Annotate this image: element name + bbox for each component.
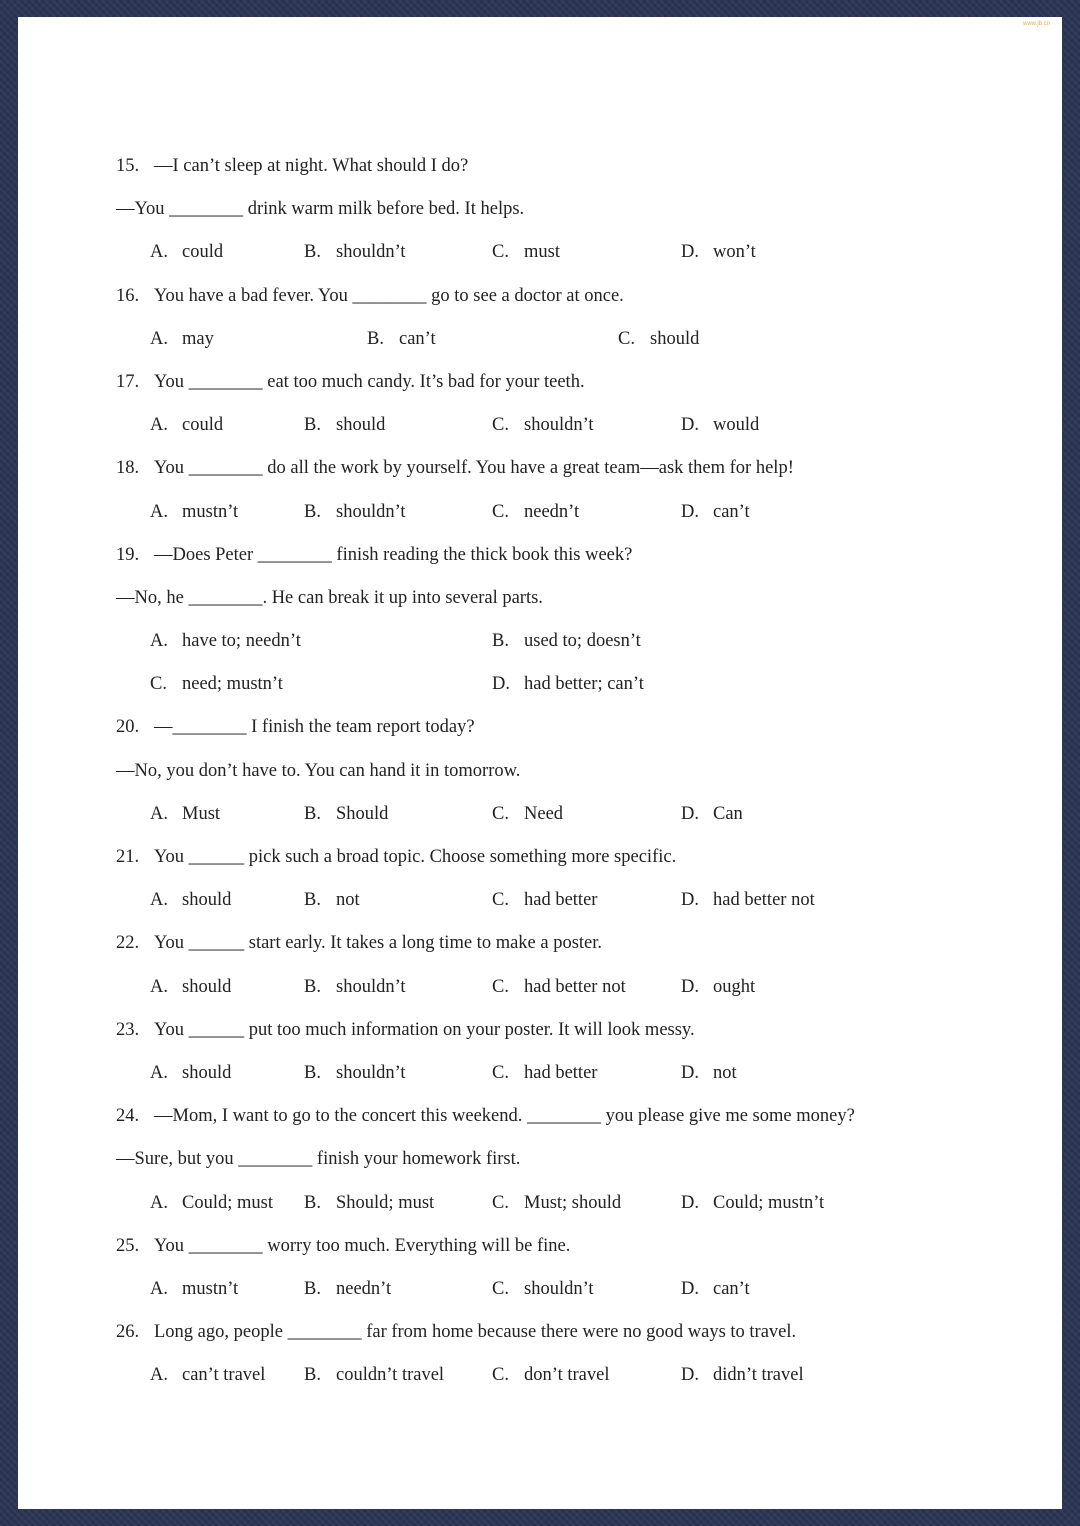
- question-stem: [116, 1225, 996, 1268]
- options-row: [116, 1182, 996, 1225]
- option-letter: D.: [492, 674, 510, 695]
- option-text: won’t: [713, 242, 756, 263]
- answer-option-a[interactable]: [150, 1354, 265, 1397]
- question-followup: —Sure, but you ________ finish your homework first.: [116, 1149, 521, 1170]
- option-letter: B.: [304, 1278, 321, 1299]
- answer-option-c[interactable]: [492, 1268, 594, 1311]
- answer-option-a[interactable]: [150, 966, 231, 1009]
- option-text: may: [182, 328, 214, 349]
- option-letter: A.: [150, 1192, 168, 1213]
- option-text: can’t: [713, 501, 750, 522]
- answer-option-b[interactable]: [304, 793, 388, 836]
- options-row: [116, 879, 996, 922]
- option-letter: B.: [304, 501, 321, 522]
- option-text: can’t travel: [182, 1365, 266, 1386]
- option-letter: B.: [304, 890, 321, 911]
- option-text: should: [182, 976, 232, 997]
- answer-option-c[interactable]: [492, 793, 563, 836]
- options-row: [116, 1268, 996, 1311]
- option-text: mustn’t: [182, 501, 239, 522]
- option-text: shouldn’t: [336, 501, 406, 522]
- options-row: [116, 663, 996, 706]
- option-text: shouldn’t: [336, 1062, 406, 1083]
- option-letter: D.: [681, 890, 699, 911]
- option-letter: C.: [492, 1192, 509, 1213]
- question-number: 19.: [116, 544, 140, 565]
- question-number: 17.: [116, 371, 140, 392]
- question-number: 22.: [116, 933, 140, 954]
- option-text: Can: [713, 803, 743, 824]
- question-text: Long ago, people ________ far from home because there were no good ways to travel.: [154, 1322, 797, 1343]
- question-number: 25.: [116, 1235, 140, 1256]
- option-text: have to; needn’t: [182, 631, 301, 652]
- option-text: Should; must: [336, 1192, 435, 1213]
- question-text: —Does Peter ________ finish reading the thick book this week?: [154, 544, 633, 565]
- question-stem: [116, 534, 996, 577]
- option-letter: C.: [618, 328, 635, 349]
- answer-option-a[interactable]: [150, 318, 214, 361]
- answer-option-c[interactable]: [492, 1052, 597, 1095]
- question-text: You ______ pick such a broad topic. Choose something more specific.: [154, 847, 677, 867]
- question-number: 18.: [116, 458, 140, 479]
- option-text: need; mustn’t: [182, 674, 283, 695]
- answer-option-d[interactable]: [681, 966, 755, 1009]
- question-number: 20.: [116, 717, 140, 738]
- question-text: —I can’t sleep at night. What should I do?: [154, 156, 469, 176]
- question-stem: [116, 361, 996, 404]
- option-letter: A.: [150, 501, 168, 522]
- answer-option-d[interactable]: [681, 404, 759, 447]
- question-number: 23.: [116, 1019, 140, 1040]
- answer-option-d[interactable]: [681, 793, 743, 836]
- answer-option-d[interactable]: [681, 491, 750, 534]
- question-text: You ______ put too much information on your poster. It will look messy.: [154, 1019, 695, 1040]
- answer-option-d[interactable]: [681, 879, 815, 922]
- option-text: Should: [336, 803, 389, 824]
- option-letter: D.: [681, 1192, 699, 1213]
- option-letter: B.: [304, 1365, 321, 1386]
- option-letter: D.: [681, 1365, 699, 1386]
- option-text: must: [524, 242, 560, 263]
- options-row: [116, 318, 996, 361]
- answer-option-c[interactable]: [150, 663, 283, 706]
- question-followup: —No, he ________. He can break it up into several parts.: [116, 587, 543, 608]
- options-row: [116, 1354, 996, 1397]
- option-text: should: [182, 890, 232, 911]
- question-text: —Mom, I want to go to the concert this weekend. ________ you please give me some money?: [154, 1106, 855, 1127]
- option-text: shouldn’t: [336, 976, 406, 997]
- answer-option-b[interactable]: [304, 1052, 406, 1095]
- worksheet-page: [18, 17, 1062, 1509]
- option-text: needn’t: [524, 501, 580, 522]
- option-letter: B.: [304, 803, 321, 824]
- option-text: had better: [524, 890, 598, 911]
- answer-option-a[interactable]: [150, 404, 223, 447]
- question-stem: [116, 1009, 996, 1052]
- option-letter: B.: [367, 328, 384, 349]
- question-number: 16.: [116, 285, 140, 306]
- answer-option-a[interactable]: [150, 793, 220, 836]
- answer-option-a[interactable]: [150, 1268, 238, 1311]
- option-text: should: [336, 415, 386, 436]
- question-text: You ________ worry too much. Everything will be fine.: [154, 1235, 571, 1256]
- question-followup: —You ________ drink warm milk before bed. It helps.: [116, 199, 525, 220]
- option-letter: A.: [150, 415, 168, 436]
- answer-option-a[interactable]: [150, 1052, 231, 1095]
- answer-option-c[interactable]: [492, 491, 579, 534]
- answer-option-b[interactable]: [304, 1268, 391, 1311]
- question-number: 26.: [116, 1322, 140, 1343]
- answer-option-a[interactable]: [150, 1182, 273, 1225]
- question-text: You have a bad fever. You ________ go to see a doctor at once.: [154, 285, 624, 306]
- option-letter: B.: [304, 976, 321, 997]
- option-text: Must; should: [524, 1192, 622, 1213]
- option-letter: C.: [492, 1062, 509, 1083]
- options-row: [116, 1052, 996, 1095]
- question-stem: [116, 1311, 996, 1354]
- answer-option-b[interactable]: [304, 1354, 444, 1397]
- option-letter: D.: [681, 1062, 699, 1083]
- question-number: 21.: [116, 847, 140, 867]
- option-letter: A.: [150, 631, 168, 652]
- option-text: had better not: [524, 976, 626, 997]
- answer-option-d[interactable]: [681, 1354, 804, 1397]
- option-text: should: [182, 1062, 232, 1083]
- option-letter: C.: [492, 1278, 509, 1299]
- answer-option-c[interactable]: [492, 1354, 609, 1397]
- option-text: would: [713, 415, 760, 436]
- option-letter: B.: [304, 415, 321, 436]
- options-row: [116, 620, 996, 663]
- answer-option-c[interactable]: [492, 879, 597, 922]
- answer-option-d[interactable]: [681, 1268, 750, 1311]
- option-text: don’t travel: [524, 1365, 610, 1386]
- watermark: www.jb.cn: [1022, 21, 1050, 27]
- options-row: [116, 491, 996, 534]
- answer-option-a[interactable]: [150, 491, 238, 534]
- question-stem: [116, 447, 996, 490]
- option-text: used to; doesn’t: [524, 631, 641, 652]
- option-text: Must: [182, 803, 221, 824]
- answer-option-d[interactable]: [492, 663, 644, 706]
- answer-option-b[interactable]: [304, 1182, 434, 1225]
- answer-option-c[interactable]: [492, 966, 626, 1009]
- option-letter: A.: [150, 1365, 168, 1386]
- question-stem: [116, 836, 996, 879]
- answer-option-b[interactable]: [304, 231, 406, 274]
- option-letter: C.: [492, 242, 509, 263]
- option-text: had better: [524, 1062, 598, 1083]
- option-letter: B.: [304, 1062, 321, 1083]
- answer-option-b[interactable]: [304, 879, 360, 922]
- question-stem: [116, 922, 996, 965]
- answer-option-a[interactable]: [150, 231, 223, 274]
- question-stem: [116, 706, 996, 749]
- option-text: Could; mustn’t: [713, 1192, 825, 1213]
- option-letter: A.: [150, 1278, 168, 1299]
- answer-option-c[interactable]: [492, 404, 594, 447]
- options-row: [116, 966, 996, 1009]
- answer-option-c[interactable]: [492, 231, 560, 274]
- option-text: shouldn’t: [524, 415, 594, 436]
- answer-option-b[interactable]: [367, 318, 436, 361]
- question-text: You ________ do all the work by yourself. You have a great team—ask them for help!: [154, 458, 794, 479]
- option-letter: D.: [681, 415, 699, 436]
- option-letter: C.: [492, 1365, 509, 1386]
- question-number: 24.: [116, 1106, 140, 1127]
- option-letter: C.: [492, 976, 509, 997]
- option-text: could: [182, 242, 224, 263]
- question-text: You ________ eat too much candy. It’s bad for your teeth.: [154, 371, 585, 392]
- option-text: should: [650, 328, 700, 349]
- option-letter: C.: [492, 803, 509, 824]
- option-letter: D.: [681, 1278, 699, 1299]
- option-text: shouldn’t: [524, 1278, 594, 1299]
- option-text: not: [713, 1062, 737, 1083]
- option-text: needn’t: [336, 1278, 392, 1299]
- question-stem: [116, 1095, 996, 1138]
- option-text: had better; can’t: [524, 674, 644, 695]
- option-letter: C.: [492, 415, 509, 436]
- answer-option-b[interactable]: [304, 404, 385, 447]
- answer-option-c[interactable]: [492, 1182, 621, 1225]
- option-letter: D.: [681, 501, 699, 522]
- question-followup: —No, you don’t have to. You can hand it in tomorrow.: [116, 760, 521, 781]
- option-text: not: [336, 890, 360, 911]
- option-letter: A.: [150, 890, 168, 911]
- answer-option-c[interactable]: [618, 318, 699, 361]
- option-letter: A.: [150, 976, 168, 997]
- answer-option-a[interactable]: [150, 879, 231, 922]
- options-row: [116, 231, 996, 274]
- option-letter: B.: [492, 631, 509, 652]
- option-text: Need: [524, 803, 564, 824]
- question-text: —________ I finish the team report today?: [154, 717, 475, 738]
- answer-option-a[interactable]: [150, 620, 301, 663]
- answer-option-d[interactable]: [681, 1182, 824, 1225]
- options-row: [116, 793, 996, 836]
- option-text: mustn’t: [182, 1278, 239, 1299]
- question-number: 15.: [116, 156, 140, 176]
- option-text: couldn’t travel: [336, 1365, 445, 1386]
- answer-option-d[interactable]: [681, 231, 756, 274]
- option-text: can’t: [713, 1278, 750, 1299]
- question-text: You ______ start early. It takes a long time to make a poster.: [154, 933, 603, 954]
- option-letter: A.: [150, 803, 168, 824]
- options-row: [116, 404, 996, 447]
- option-letter: D.: [681, 803, 699, 824]
- option-text: can’t: [399, 328, 436, 349]
- answer-option-d[interactable]: [681, 1052, 737, 1095]
- option-text: had better not: [713, 890, 815, 911]
- answer-option-b[interactable]: [304, 491, 406, 534]
- option-text: didn’t travel: [713, 1365, 804, 1386]
- question-stem: [116, 275, 996, 318]
- option-text: could: [182, 415, 224, 436]
- option-letter: A.: [150, 328, 168, 349]
- answer-option-b[interactable]: [304, 966, 406, 1009]
- question-list: [116, 145, 996, 1397]
- option-letter: B.: [304, 1192, 321, 1213]
- option-letter: C.: [150, 674, 167, 695]
- option-letter: D.: [681, 242, 699, 263]
- option-letter: A.: [150, 242, 168, 263]
- option-letter: A.: [150, 1062, 168, 1083]
- option-text: ought: [713, 976, 756, 997]
- option-text: Could; must: [182, 1192, 273, 1213]
- option-letter: B.: [304, 242, 321, 263]
- option-letter: C.: [492, 501, 509, 522]
- option-letter: C.: [492, 890, 509, 911]
- answer-option-b[interactable]: [492, 620, 641, 663]
- option-text: shouldn’t: [336, 242, 406, 263]
- option-letter: D.: [681, 976, 699, 997]
- question-stem: [116, 145, 996, 188]
